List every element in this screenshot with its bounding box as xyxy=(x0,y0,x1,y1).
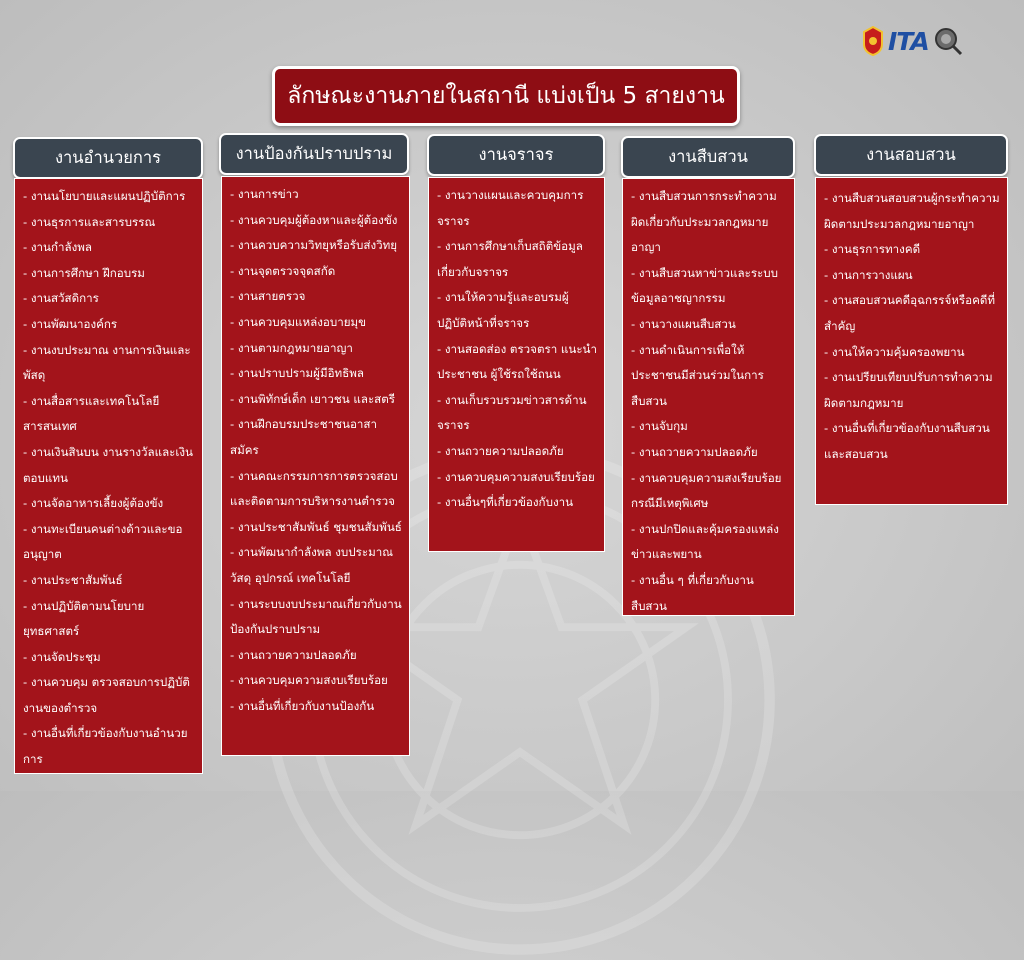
list-item: - งานควบคุมแหล่งอบายมุข xyxy=(230,314,367,329)
list-item: - งานธุรการและสารบรรณ xyxy=(23,214,156,229)
list-item: - งานอื่นที่เกี่ยวข้องกับงานสืบสวนและสอบสวน xyxy=(824,421,990,461)
list-item: - งานเงินสินบน งานรางวัลและเงินตอบแทน xyxy=(23,444,193,485)
list-item: - งานตามกฎหมายอาญา xyxy=(230,340,353,355)
ita-logo xyxy=(862,26,963,56)
list-item: - งานการศึกษา ฝึกอบรม xyxy=(23,265,145,280)
list-item: - งานอื่น ๆ ที่เกี่ยวกับงานสืบสวน xyxy=(631,572,754,613)
list-item: - งานจับกุม xyxy=(631,419,688,434)
list-item: - งานควบคุมความสงบเรียบร้อย xyxy=(437,469,595,484)
list-item: - งานประชาสัมพันธ์ xyxy=(23,572,123,587)
list-item: - งานการศึกษาเก็บสถิติข้อมูลเกี่ยวกับจราจร xyxy=(437,239,583,279)
list-item: - งานถวายความปลอดภัย xyxy=(230,647,357,662)
magnifier-seal-icon xyxy=(933,26,963,56)
header-traffic: งานจราจร xyxy=(427,134,605,176)
list-item: - งานสอบสวนคดีอุฉกรรจ์หรือคดีที่สำคัญ xyxy=(824,293,996,333)
page-title: ลักษณะงานภายในสถานี แบ่งเป็น 5 สายงาน xyxy=(272,66,740,126)
list-item: - งานจุดตรวจจุดสกัด xyxy=(230,263,336,278)
police-crest-icon xyxy=(862,26,884,56)
list-item: - งานควบคุม ตรวจสอบการปฏิบัติงานของตำรวจ xyxy=(23,675,190,715)
list-item: - งานสื่อสารและเทคโนโลยีสารสนเทศ xyxy=(23,393,160,434)
list-item: - งานจัดประชุม xyxy=(23,649,101,664)
column-inquiry xyxy=(815,177,1008,505)
list-item: - งานการข่าว xyxy=(230,187,299,201)
header-admin: งานอำนวยการ xyxy=(13,137,203,179)
column-admin xyxy=(14,178,203,774)
list-item: - งานทะเบียนคนต่างด้าวและขออนุญาต xyxy=(23,521,183,562)
column-prevention xyxy=(221,176,410,756)
list-item: - งานปราบปรามผู้มีอิทธิพล xyxy=(230,366,365,381)
list-item: - งานให้ความรู้และอบรมผู้ปฏิบัติหน้าที่จราจร xyxy=(437,290,569,330)
header-inquiry: งานสอบสวน xyxy=(814,134,1008,176)
list-item: - งานจัดอาหารเลี้ยงผู้ต้องขัง xyxy=(23,496,164,511)
column-investigation xyxy=(622,178,795,616)
list-item: - งานอื่นที่เกี่ยวข้องกับงานอำนวยการ xyxy=(23,726,188,767)
list-item: - งานสืบสวนหาข่าวและระบบข้อมูลอาชญากรรม xyxy=(631,265,778,306)
list-item: - งานนโยบายและแผนปฏิบัติการ xyxy=(23,189,186,203)
list-item: - งานถวายความปลอดภัย xyxy=(631,444,758,459)
list-item: - งานให้ความคุ้มครองพยาน xyxy=(824,344,965,359)
list-item: - งานปกปิดและคุ้มครองแหล่งข่าวและพยาน xyxy=(631,521,779,562)
list-item: - งานเก็บรวบรวมข่าวสารด้านจราจร xyxy=(437,392,587,433)
list-item: - งานธุรการทางคดี xyxy=(824,242,921,257)
list-item: - งานอื่นที่เกี่ยวกับงานป้องกัน xyxy=(230,698,375,713)
list-item: - งานกำลังพล xyxy=(23,240,93,255)
list-item: - งานเปรียบเทียบปรับการทำความผิดตามกฎหมาย xyxy=(824,370,993,410)
list-item: - งานปฏิบัติตามนโยบายยุทธศาสตร์ xyxy=(23,598,145,639)
list-item: - งานดำเนินการเพื่อให้ประชาชนมีส่วนร่วมในการสืบสวน xyxy=(631,342,764,408)
list-item: - งานการวางแผน xyxy=(824,267,913,282)
list-item: - งานฝึกอบรมประชาชนอาสาสมัคร xyxy=(230,417,378,457)
list-item: - งานถวายความปลอดภัย xyxy=(437,443,564,458)
list-item: - งานคณะกรรมการการตรวจสอบและติดตามการบริหารงานตำรวจ xyxy=(230,468,398,509)
list-item: - งานควบคุมผู้ต้องหาและผู้ต้องขัง xyxy=(230,212,398,227)
ita-logo-text: ITA xyxy=(888,26,929,56)
list-item: - งานควบความวิทยุหรือรับส่งวิทยุ xyxy=(230,238,398,253)
list-item: - งานอื่นๆที่เกี่ยวข้องกับงาน xyxy=(437,495,574,510)
list-item: - งานควบคุมความสงบเรียบร้อย xyxy=(230,673,388,688)
list-item: - งานพัฒนากำลังพล งบประมาณ วัสดุ อุปกรณ์ เทคโนโลยี xyxy=(230,545,393,585)
list-item: - งานวางแผนและควบคุมการจราจร xyxy=(437,188,584,228)
list-item: - งานพิทักษ์เด็ก เยาวชน และสตรี xyxy=(230,391,396,406)
header-investigation: งานสืบสวน xyxy=(621,136,795,178)
list-item: - งานสืบสวนการกระทำความผิดเกี่ยวกับประมวลกฎหมายอาญา xyxy=(631,189,777,255)
list-item: - งานควบคุมความสงเรียบร้อยกรณีมีเหตุพิเศษ xyxy=(631,470,782,511)
list-item: - งานพัฒนาองค์กร xyxy=(23,316,118,331)
list-item: - งานสืบสวนสอบสวนผู้กระทำความผิดตามประมวลกฎหมายอาญา xyxy=(824,191,1000,231)
list-item: - งานสอดส่อง ตรวจตรา แนะนำประชาชน ผู้ใช้รถใช้ถนน xyxy=(437,341,597,382)
list-item: - งานระบบงบประมาณเกี่ยวกับงานป้องกันปราบปราม xyxy=(230,596,402,637)
header-prevention: งานป้องกันปราบปราม xyxy=(219,133,409,175)
column-traffic xyxy=(428,177,605,552)
list-item: - งานสวัสดิการ xyxy=(23,291,99,306)
list-item: - งานงบประมาณ งานการเงินและพัสดุ xyxy=(23,342,191,383)
list-item: - งานประชาสัมพันธ์ ชุมชนสัมพันธ์ xyxy=(230,519,402,534)
list-item: - งานสายตรวจ xyxy=(230,289,306,304)
list-item: - งานวางแผนสืบสวน xyxy=(631,316,736,331)
